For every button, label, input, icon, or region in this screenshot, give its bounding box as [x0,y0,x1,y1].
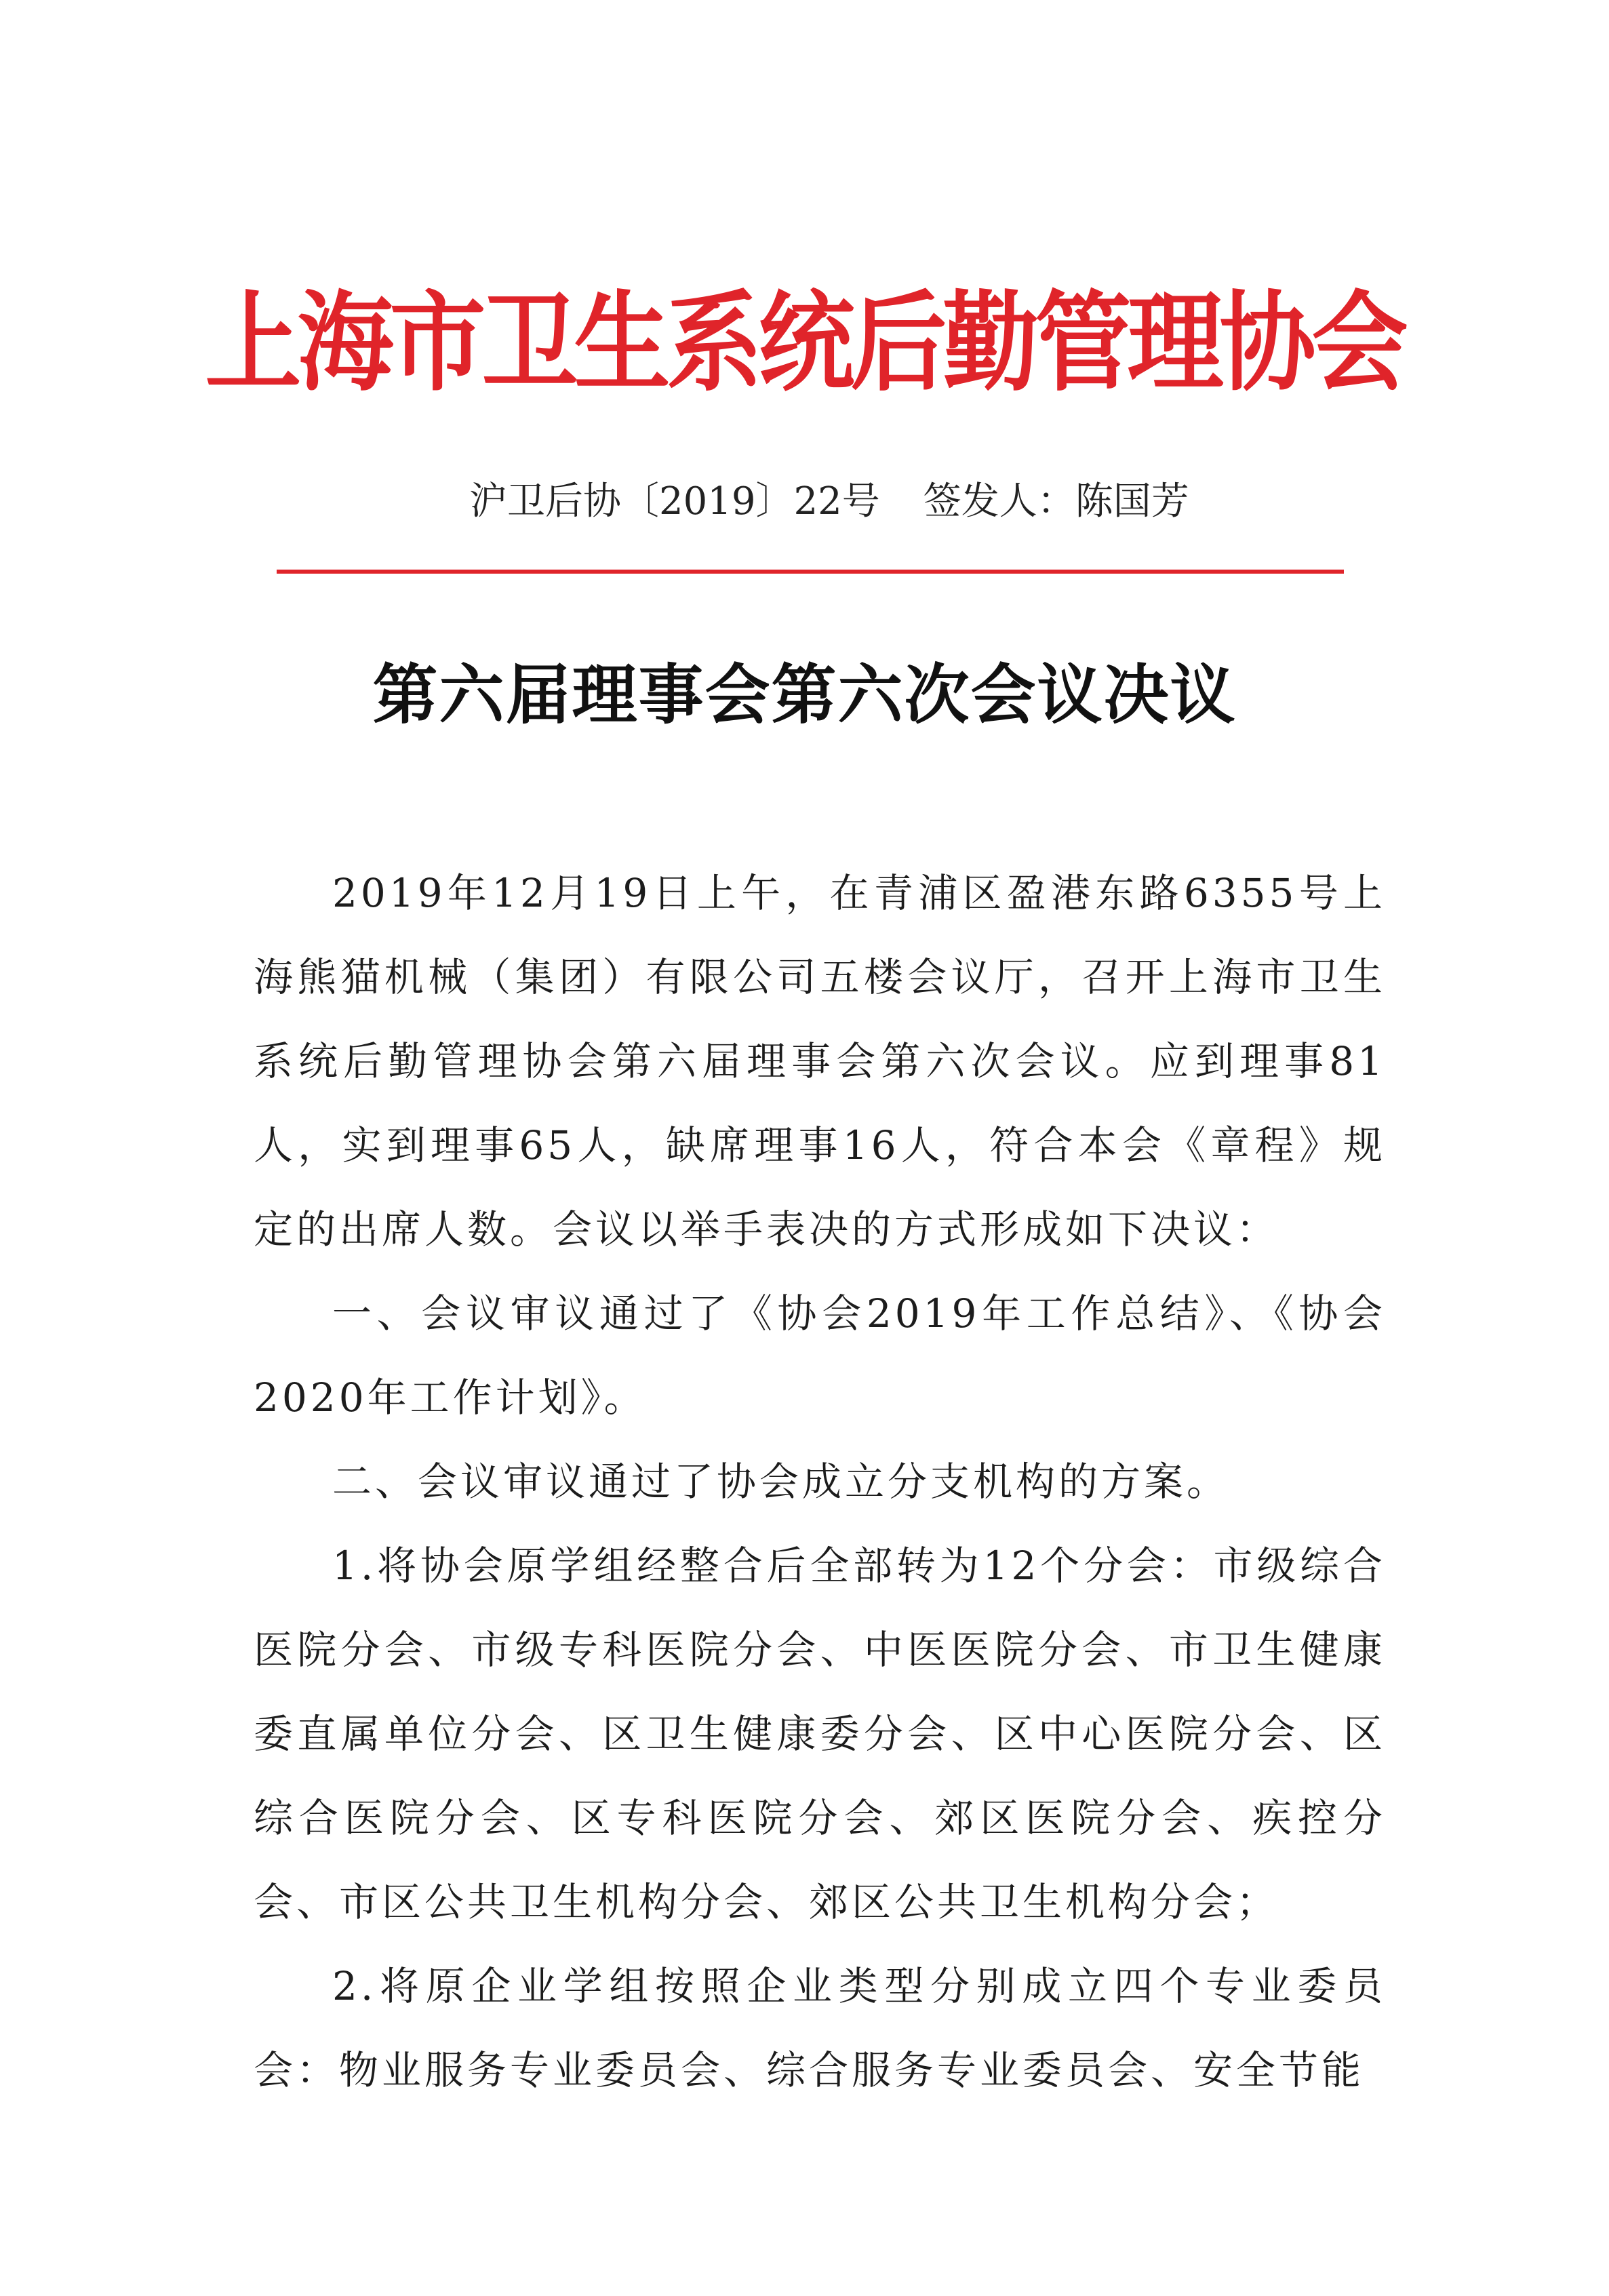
paragraph: 2019年12月19日上午，在青浦区盈港东路6355号上海熊猫机械（集团）有限公司五楼会议厅，召开上海市卫生系统后勤管理协会第六届理事会第六次会议。应到理事81人，实到理事65人，缺席理事16人，符合本会《章程》规定的出席人数。会议以举手表决的方式形成如下决议： [254,870,1386,1252]
signer-name: 陈国芳 [1075,479,1189,523]
header-divider [277,570,1344,574]
resolution-title: 第六届理事会第六次会议决议 [372,657,1237,733]
document-number: 沪卫后协〔2019〕22号 [469,479,880,523]
paragraph: 2.将原企业学组按照企业类型分别成立四个专业委员会：物业服务专业委员会、综合服务专业委员会、安全节能 [254,1963,1386,2093]
document-number-line [469,475,1189,529]
signer-label: 签发人： [923,479,1075,523]
organization-header: 上海市卫生系统后勤管理协会 [205,279,1404,406]
resolution-body [254,851,1386,2112]
paragraph: 一、会议审议通过了《协会2019年工作总结》、《协会2020年工作计划》。 [254,1290,1386,1421]
paragraph: 二、会议审议通过了协会成立分支机构的方案。 [332,1459,1230,1505]
paragraph: 1.将协会原学组经整合后全部转为12个分会：市级综合医院分会、市级专科医院分会、中医医院分会、市卫生健康委直属单位分会、区卫生健康委分会、区中心医院分会、区综合医院分会、区专科医院分会、郊区医院分会、疾控分会、市区公共卫生机构分会、郊区公共卫生机构分会； [254,1543,1386,1925]
